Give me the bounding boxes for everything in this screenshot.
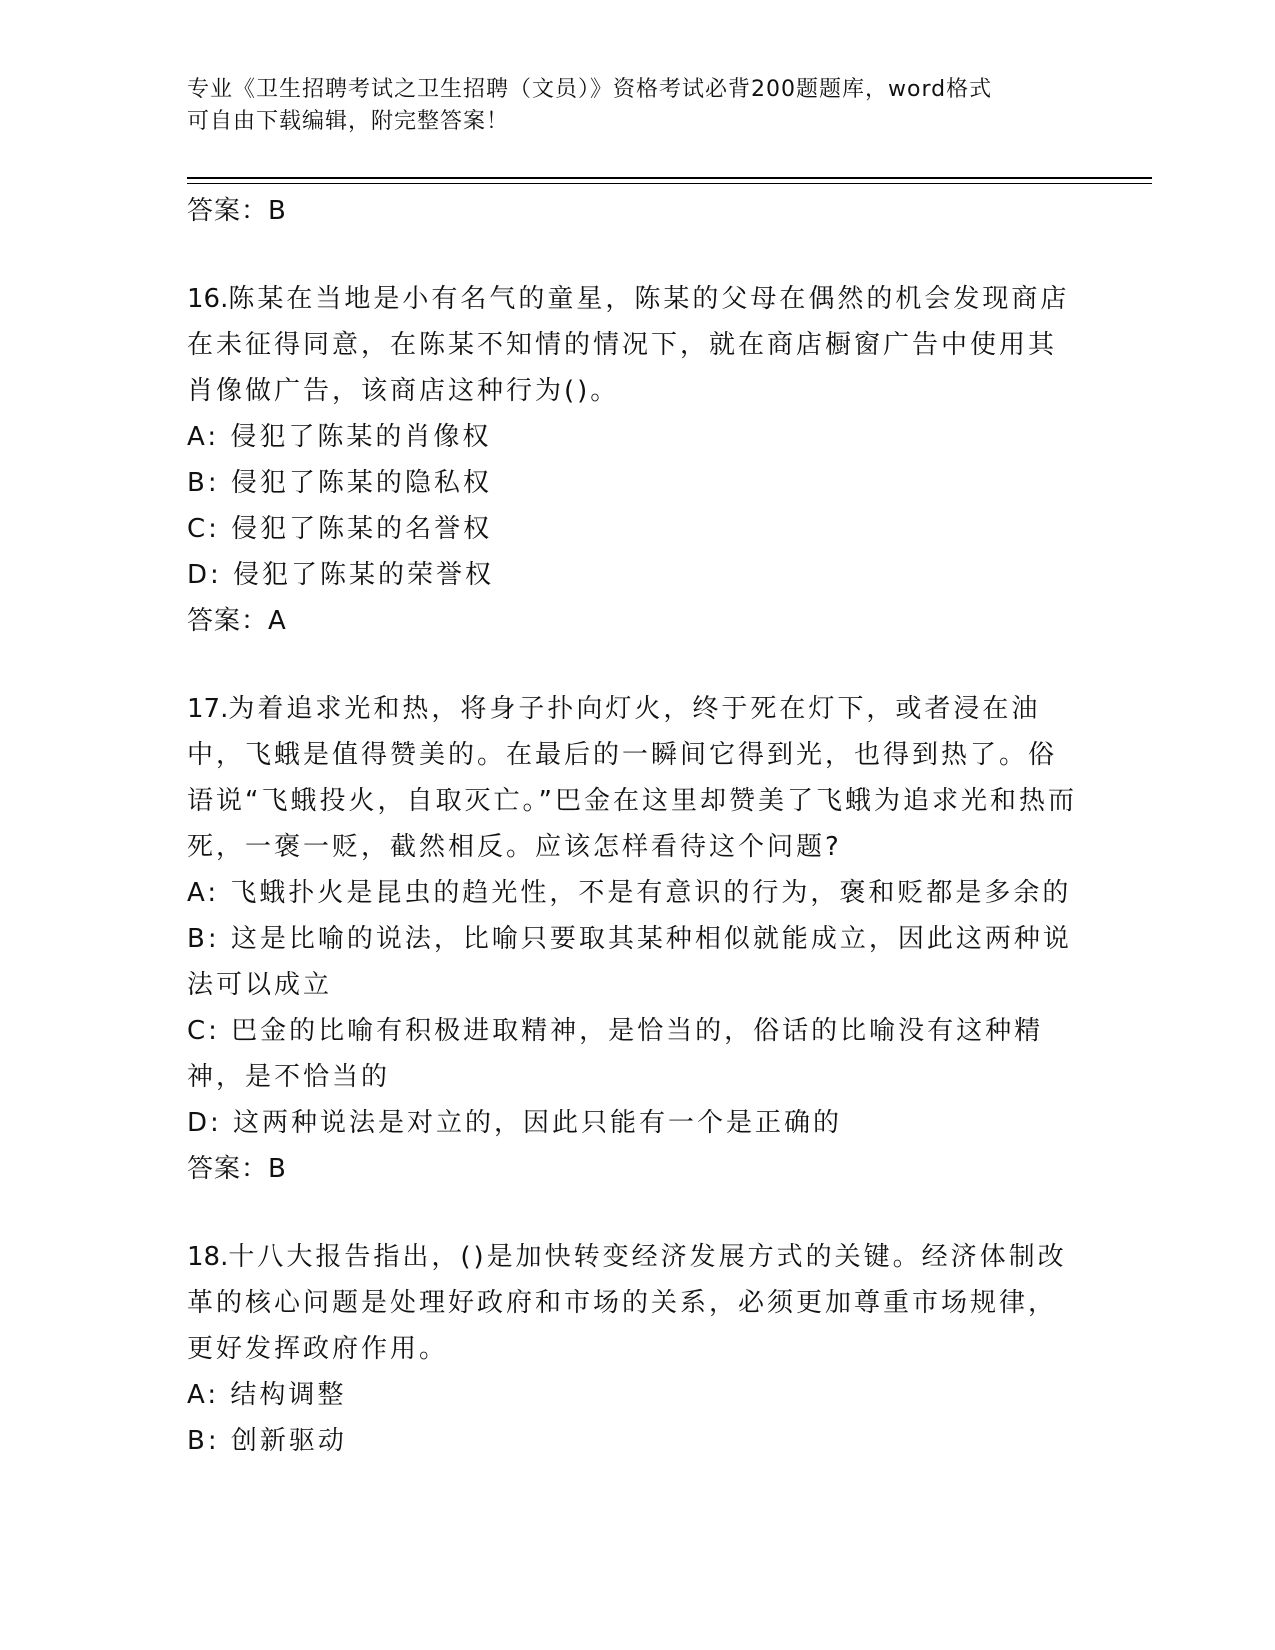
header-rule-thick [187,177,1152,179]
question-17 [187,686,1077,1192]
document-header [187,74,1067,138]
option-b: B: 侵犯了陈某的隐私权 [187,468,492,498]
header-title-line-1: 专业《卫生招聘考试之卫生招聘（文员）》资格考试必背200题题库，word格式 [187,77,993,102]
document-body [187,188,1077,1464]
option-a: A: 侵犯了陈某的肖像权 [187,422,492,452]
question-body: 为着追求光和热，将身子扑向灯火，终于死在灯下，或者浸在油中，飞蛾是值得赞美的。在最后的一瞬间它得到光，也得到热了。俗语说“飞蛾投火，自取灭亡。”巴金在这里却赞美了飞蛾为追求光和热而死，一褒一贬，截然相反。应该怎样看待这个问题? [187,694,1077,862]
question-number: 17. [187,694,229,724]
question-number: 16. [187,284,229,314]
question-body: 十八大报告指出，()是加快转变经济发展方式的关键。经济体制改革的核心问题是处理好政府和市场的关系，必须更加尊重市场规律，更好发挥政府作用。 [187,1242,1067,1364]
answer-line: 答案：B [187,196,287,226]
option-a: A: 飞蛾扑火是昆虫的趋光性，不是有意识的行为，褒和贬都是多余的 [187,878,1072,908]
question-text [187,276,1077,414]
option-c: C: 巴金的比喻有积极进取精神，是恰当的，俗话的比喻没有这种精神，是不恰当的 [187,1016,1044,1092]
answer-line: 答案：B [187,1154,287,1184]
option-d: D: 侵犯了陈某的荣誉权 [187,560,495,590]
question-text [187,1234,1077,1372]
option-a: A: 结构调整 [187,1380,347,1410]
question-text [187,686,1077,870]
option-d: D: 这两种说法是对立的，因此只能有一个是正确的 [187,1108,843,1138]
option-b: B: 创新驱动 [187,1426,347,1456]
question-number: 18. [187,1242,229,1272]
question-16 [187,276,1077,644]
header-title-line-2: 可自由下载编辑，附完整答案！ [187,109,510,134]
question-18 [187,1234,1077,1464]
option-b: B: 这是比喻的说法，比喻只要取其某种相似就能成立，因此这两种说法可以成立 [187,924,1072,1000]
header-rule-thin [187,183,1152,184]
answer-line: 答案：A [187,606,287,636]
option-c: C: 侵犯了陈某的名誉权 [187,514,493,544]
question-body: 陈某在当地是小有名气的童星，陈某的父母在偶然的机会发现商店在未征得同意，在陈某不知情的情况下，就在商店橱窗广告中使用其肖像做广告，该商店这种行为()。 [187,284,1070,406]
